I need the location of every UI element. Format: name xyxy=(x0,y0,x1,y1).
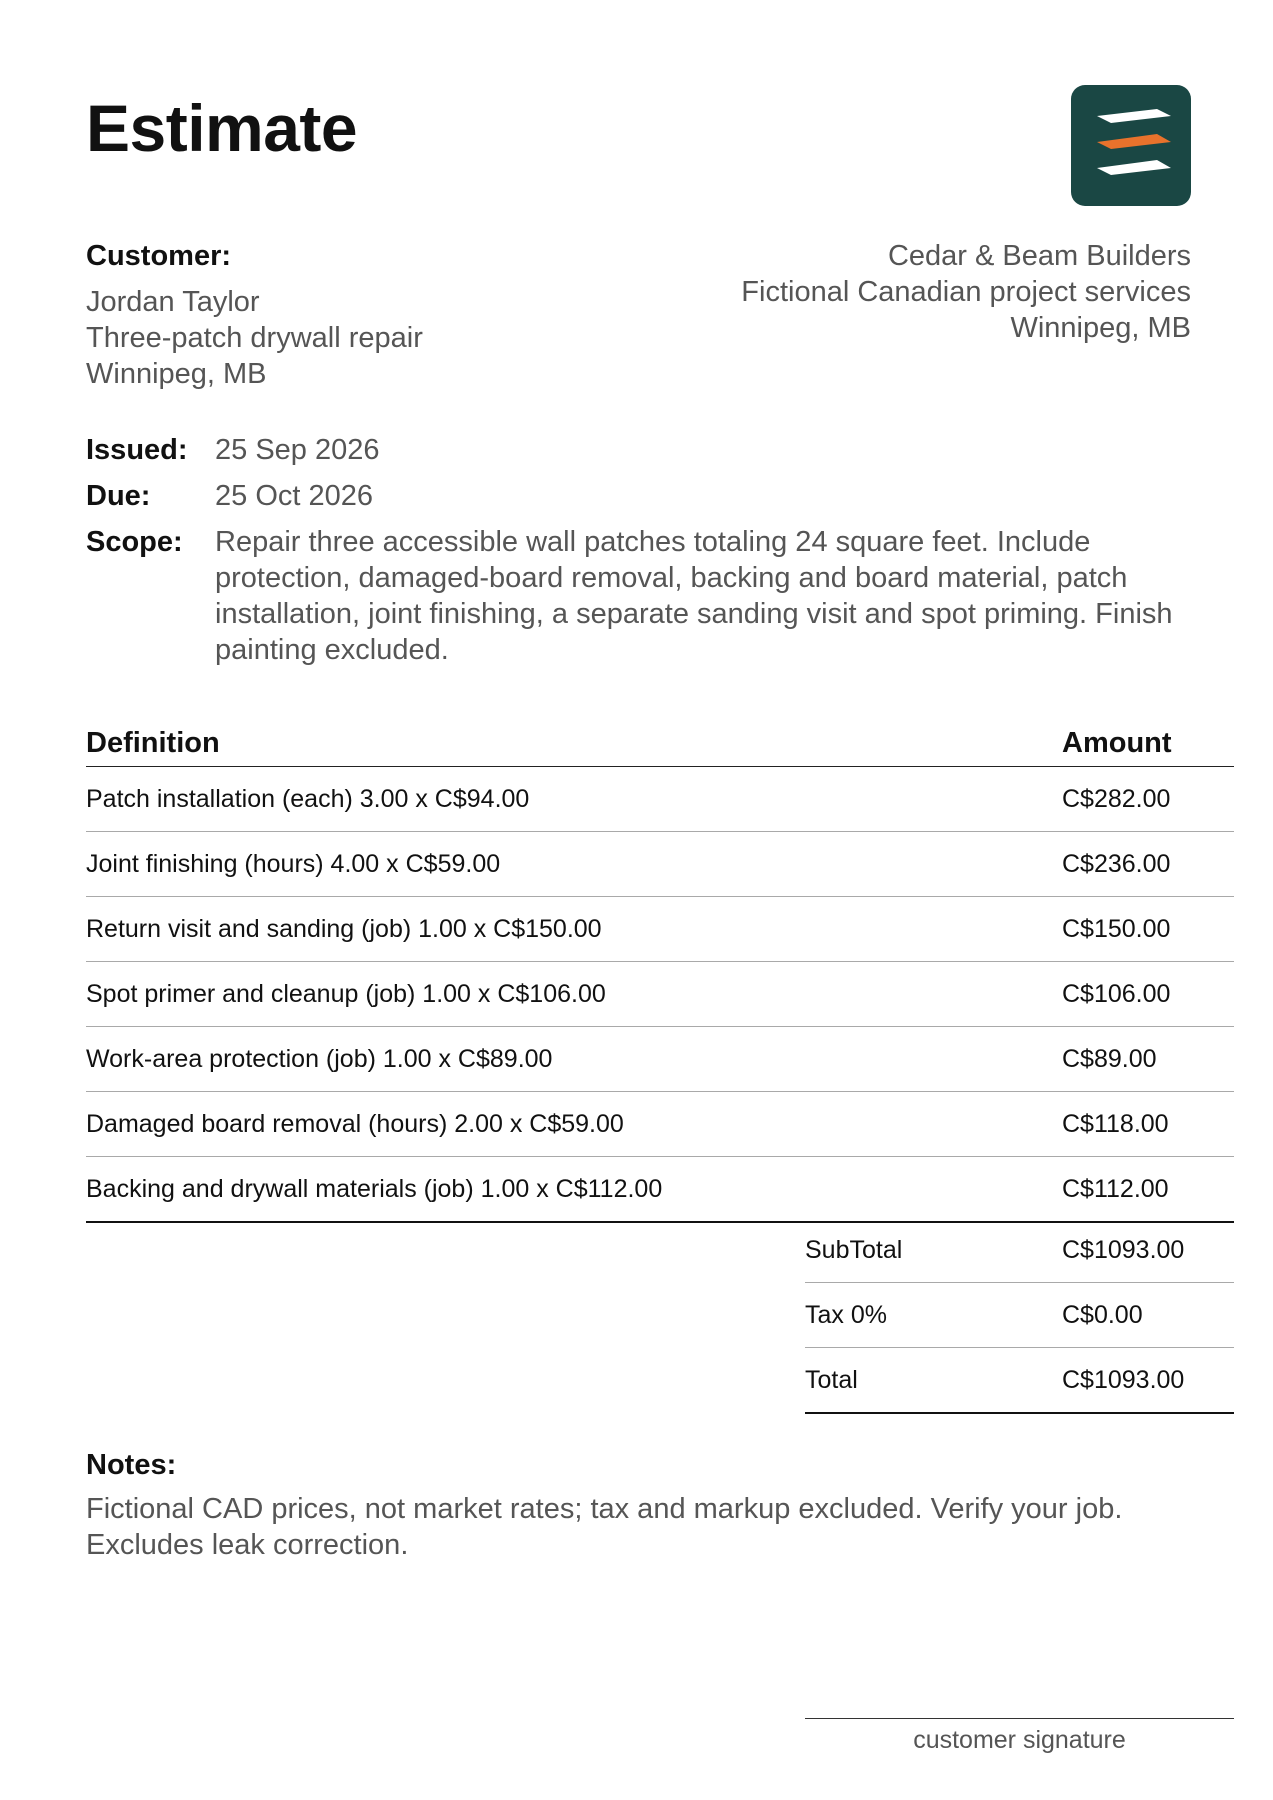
table-row xyxy=(86,832,1234,897)
notes-label: Notes: xyxy=(86,1449,177,1481)
totals-table xyxy=(805,1218,1234,1414)
customer-block xyxy=(86,238,423,392)
tax-label: Tax 0% xyxy=(805,1283,1062,1348)
table-row xyxy=(86,1157,1234,1223)
company-name: Cedar & Beam Builders xyxy=(887,240,1191,272)
line-item-definition: Return visit and sanding (job) 1.00 x C$150.00 xyxy=(86,897,1062,962)
line-item-definition: Joint finishing (hours) 4.00 x C$59.00 xyxy=(86,832,1062,897)
due-row xyxy=(86,478,1215,514)
line-item-amount: C$282.00 xyxy=(1062,767,1234,832)
tax-row xyxy=(805,1283,1234,1348)
company-location: Winnipeg, MB xyxy=(1010,312,1191,344)
line-item-amount: C$89.00 xyxy=(1062,1027,1234,1092)
signature-line xyxy=(805,1718,1234,1719)
total-label: Total xyxy=(805,1348,1062,1414)
estimate-details xyxy=(86,432,1215,678)
total-value: C$1093.00 xyxy=(1062,1348,1234,1414)
company-tagline: Fictional Canadian project services xyxy=(741,276,1191,308)
total-row xyxy=(805,1348,1234,1414)
issued-row xyxy=(86,432,1215,468)
customer-location: Winnipeg, MB xyxy=(86,358,267,390)
customer-name: Jordan Taylor xyxy=(86,286,260,318)
issued-date: 25 Sep 2026 xyxy=(215,434,380,466)
customer-label: Customer: xyxy=(86,240,232,272)
scope-label: Scope: xyxy=(86,526,183,558)
due-date: 25 Oct 2026 xyxy=(215,480,373,512)
document-title: Estimate xyxy=(86,91,358,165)
signature-label: customer signature xyxy=(913,1726,1126,1754)
table-row xyxy=(86,767,1234,832)
line-item-amount: C$112.00 xyxy=(1062,1157,1234,1223)
line-item-definition: Backing and drywall materials (job) 1.00 x C$112.00 xyxy=(86,1157,1062,1223)
tax-value: C$0.00 xyxy=(1062,1283,1234,1348)
line-item-amount: C$118.00 xyxy=(1062,1092,1234,1157)
table-row xyxy=(86,1027,1234,1092)
table-header-row xyxy=(86,720,1234,767)
line-item-amount: C$106.00 xyxy=(1062,962,1234,1027)
notes-block xyxy=(86,1447,1236,1563)
stacked-layers-logo-icon xyxy=(1071,85,1191,206)
scope-row xyxy=(86,524,1215,668)
subtotal-label: SubTotal xyxy=(805,1218,1062,1283)
customer-project: Three-patch drywall repair xyxy=(86,322,423,354)
line-item-definition: Spot primer and cleanup (job) 1.00 x C$106.00 xyxy=(86,962,1062,1027)
line-item-amount: C$150.00 xyxy=(1062,897,1234,962)
amount-header: Amount xyxy=(1062,720,1234,767)
issued-label: Issued: xyxy=(86,434,188,466)
definition-header: Definition xyxy=(86,720,1062,767)
due-label: Due: xyxy=(86,480,151,512)
table-row xyxy=(86,897,1234,962)
line-item-definition: Work-area protection (job) 1.00 x C$89.00 xyxy=(86,1027,1062,1092)
notes-text: Fictional CAD prices, not market rates; tax and markup excluded. Verify your job. Excludes leak correction. xyxy=(86,1493,1123,1561)
subtotal-row xyxy=(805,1218,1234,1283)
scope-text: Repair three accessible wall patches totaling 24 square feet. Include protection, damaged-board removal, backing and board material, patch installation, joint finishing, a separate sanding visit and spot priming. Finish painting excluded. xyxy=(215,526,1173,666)
line-item-definition: Damaged board removal (hours) 2.00 x C$59.00 xyxy=(86,1092,1062,1157)
company-block xyxy=(741,238,1191,346)
line-item-amount: C$236.00 xyxy=(1062,832,1234,897)
subtotal-value: C$1093.00 xyxy=(1062,1218,1234,1283)
line-items-table xyxy=(86,720,1234,1223)
table-row xyxy=(86,1092,1234,1157)
line-item-definition: Patch installation (each) 3.00 x C$94.00 xyxy=(86,767,1062,832)
table-row xyxy=(86,962,1234,1027)
